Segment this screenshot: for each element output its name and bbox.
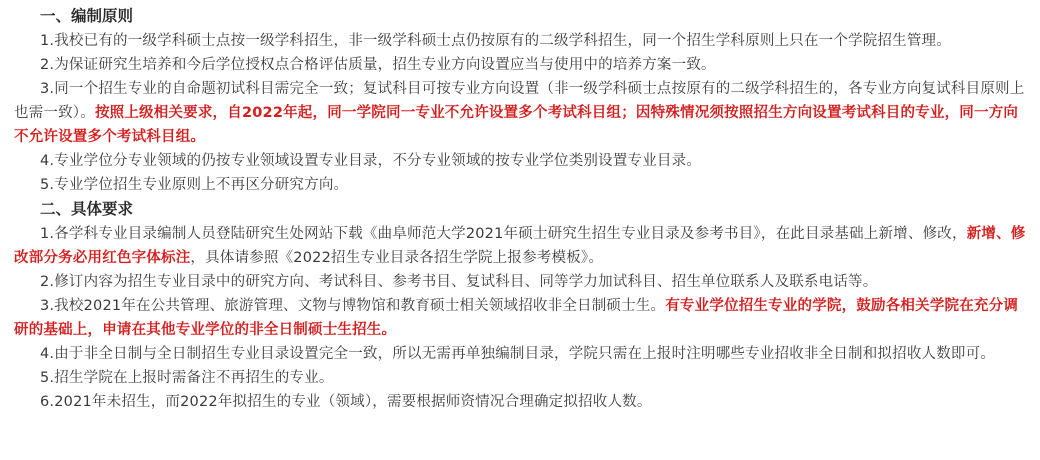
list-item [14,222,1028,270]
section-1-body [14,29,1028,197]
body-text: 3.我校2021年在公共管理、旅游管理、文物与博物馆和教育硕士相关领域招收非全日制硕士生。 [40,298,666,314]
body-text: 3.同一个招生专业的自命题初试科目需完全一致；复试科目可按专业方向设置（非一级学科硕士点按原有的二级学科招生的，各专业方向复试科目原则上也需一致）。 [14,81,1025,121]
list-item [14,53,1028,77]
body-text: 1.我校已有的一级学科硕士点按一级学科招生，非一级学科硕士点仍按原有的二级学科招生，同一个招生学科原则上只在一个学院招生管理。 [40,33,951,49]
section-2-body [14,222,1028,414]
body-text: 2.为保证研究生培养和今后学位授权点合格评估质量，招生专业方向设置应当与使用中的培养方案一致。 [40,57,716,73]
list-item [14,342,1028,366]
body-text: 5.招生学院在上报时需备注不再招生的专业。 [40,370,334,386]
body-text: 1.各学科专业目录编制人员登陆研究生处网站下载《曲阜师范大学2021年硕士研究生招生专业目录及参考书目》，在此目录基础上新增、修改， [40,226,967,242]
highlighted-text: 新增、修改部分务必用红色字体标注 [14,226,1026,266]
highlighted-text: 按照上级相关要求，自2022年起，同一学院同一专业不允许设置多个考试科目组；因特殊情况须按照招生方向设置考试科目的专业，同一方向不允许设置多个考试科目组。 [14,105,1019,145]
body-text: 5.专业学位招生专业原则上不再区分研究方向。 [40,177,349,193]
list-item [14,149,1028,173]
section-1-heading: 一、编制原则 [40,7,134,25]
section-2-heading: 二、具体要求 [40,200,134,218]
list-item [14,77,1028,149]
list-item [14,390,1028,414]
list-item [14,366,1028,390]
list-item [14,270,1028,294]
body-text: ，具体请参照《2022招生专业目录各招生学院上报参考模板》。 [190,250,604,266]
list-item [14,173,1028,197]
body-text: 2.修订内容为招生专业目录中的研究方向、考试科目、参考书目、复试科目、同等学力加试科目、招生单位联系人及联系电话等。 [40,274,878,290]
body-text: 4.专业学位分专业领域的仍按专业领域设置专业目录，不分专业领域的按专业学位类别设置专业目录。 [40,153,702,169]
list-item [14,29,1028,53]
list-item [14,294,1028,342]
body-text: 4.由于非全日制与全日制招生专业目录设置完全一致，所以无需再单独编制目录，学院只需在上报时注明哪些专业招收非全日制和拟招收人数即可。 [40,346,996,362]
highlighted-text: 有专业学位招生专业的学院，鼓励各相关学院在充分调研的基础上，申请在其他专业学位的非全日制硕士生招生。 [14,298,1019,338]
body-text: 6.2021年未招生，而2022年拟招生的专业（领域），需要根据师资情况合理确定拟招收人数。 [40,394,652,410]
